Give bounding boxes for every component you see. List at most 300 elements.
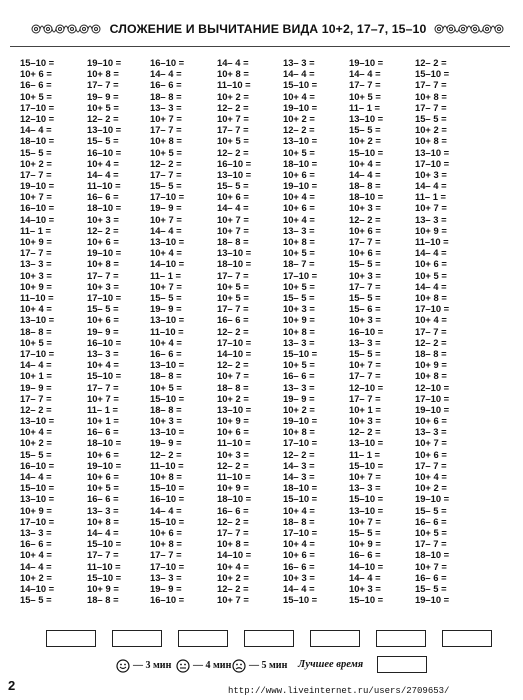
exercise-item: 10+ 7 = xyxy=(217,370,249,382)
exercise-item: 15– 6 = xyxy=(349,303,381,315)
exercise-item: 10+ 4 = xyxy=(283,538,315,550)
time-box-column-6[interactable] xyxy=(376,630,426,647)
exercise-item: 14– 4 = xyxy=(20,124,52,136)
exercise-item: 12– 2 = xyxy=(87,112,119,124)
exercise-item: 17–10 = xyxy=(415,157,450,169)
exercise-item: 13– 3 = xyxy=(349,336,381,348)
exercise-item: 17– 7 = xyxy=(349,392,381,404)
exercise-item: 19–10 = xyxy=(415,403,450,415)
exercise-item: 12– 2 = xyxy=(217,325,249,337)
page-number: 2 xyxy=(8,678,16,693)
neutral-face-icon xyxy=(176,659,190,673)
exercise-item: 10+ 8 = xyxy=(283,325,315,337)
exercise-item: 11–10 = xyxy=(150,325,184,337)
exercise-item: 10+ 2 = xyxy=(20,571,52,583)
exercise-item: 12– 2 = xyxy=(283,448,315,460)
exercise-item: 14– 4 = xyxy=(283,582,315,594)
exercise-item: 10+ 7 = xyxy=(150,280,182,292)
exercise-item: 17– 7 = xyxy=(415,325,447,337)
exercise-item: 10+ 9 = xyxy=(20,280,52,292)
exercise-item: 10+ 7 = xyxy=(20,191,52,203)
exercise-item: 18– 8 = xyxy=(150,90,182,102)
exercise-item: 10+ 1 = xyxy=(20,370,52,382)
exercise-item: 10+ 6 = xyxy=(87,236,119,248)
exercise-item: 12– 2 = xyxy=(217,582,249,594)
exercise-item: 15– 5 = xyxy=(20,146,52,158)
exercise-item: 10+ 6 = xyxy=(87,448,119,460)
exercise-item: 10+ 7 = xyxy=(217,112,249,124)
exercise-item: 11–10 = xyxy=(217,79,251,91)
exercise-item: 17– 7 = xyxy=(415,79,447,91)
exercise-item: 13– 3 = xyxy=(150,571,182,583)
exercise-item: 15– 5 = xyxy=(283,291,315,303)
exercise-item: 18– 8 = xyxy=(150,370,182,382)
exercise-item: 10+ 6 = xyxy=(217,191,249,203)
exercise-item: 10+ 5 = xyxy=(20,336,52,348)
exercise-item: 16– 6 = xyxy=(217,314,249,326)
exercise-item: 12– 2 = xyxy=(349,426,381,438)
answer-time-boxes xyxy=(0,630,523,650)
exercise-item: 14– 4 = xyxy=(283,68,315,80)
exercise-item: 17– 7 = xyxy=(150,168,182,180)
exercise-item: 10+ 9 = xyxy=(283,314,315,326)
exercise-item: 13–10 = xyxy=(20,415,55,427)
exercise-item: 10+ 7 = xyxy=(415,202,447,214)
exercise-item: 11– 1 = xyxy=(150,269,182,281)
exercise-item: 15–10 = xyxy=(349,594,384,606)
exercise-item: 16–10 = xyxy=(20,202,55,214)
exercise-item: 17–10 = xyxy=(150,560,185,572)
worksheet-title: СЛОЖЕНИЕ И ВЫЧИТАНИЕ ВИДА 10+2, 17–7, 15–10 xyxy=(109,22,427,36)
exercise-item: 16– 6 = xyxy=(150,79,182,91)
exercise-item: 10+ 5 = xyxy=(283,359,315,371)
exercise-item: 11– 1 = xyxy=(349,101,381,113)
exercise-item: 17– 7 = xyxy=(20,247,52,259)
exercise-item: 13–10 = xyxy=(349,504,384,516)
exercise-item: 16–10 = xyxy=(150,57,185,68)
exercise-item: 10+ 7 = xyxy=(150,112,182,124)
exercise-item: 13–10 = xyxy=(415,146,450,158)
exercise-item: 15–10 = xyxy=(349,146,384,158)
exercise-item: 16– 6 = xyxy=(349,549,381,561)
exercise-item: 14– 4 = xyxy=(217,57,249,68)
exercise-item: 13–10 = xyxy=(150,314,185,326)
exercise-item: 15–10 = xyxy=(87,538,122,550)
exercise-item: 10+ 9 = xyxy=(349,538,381,550)
exercise-item: 10+ 6 = xyxy=(217,426,249,438)
exercise-item: 16–10 = xyxy=(87,336,122,348)
exercise-item: 10+ 4 = xyxy=(349,157,381,169)
exercise-item: 12– 2 = xyxy=(349,213,381,225)
exercise-item: 13–10 = xyxy=(150,236,185,248)
time-box-column-4[interactable] xyxy=(244,630,294,647)
exercise-item: 18–10 = xyxy=(20,135,55,147)
exercise-item: 10+ 7 = xyxy=(217,224,249,236)
exercise-item: 16– 6 = xyxy=(283,370,315,382)
exercise-item: 17–10 = xyxy=(20,347,55,359)
exercise-item: 12–10 = xyxy=(20,112,55,124)
exercise-item: 10+ 8 = xyxy=(150,538,182,550)
exercise-item: 10+ 5 = xyxy=(415,269,447,281)
exercise-item: 11– 1 = xyxy=(349,448,381,460)
exercise-item: 12– 2 = xyxy=(217,101,249,113)
exercise-item: 15– 5 = xyxy=(20,594,52,606)
exercise-item: 19– 9 = xyxy=(87,90,119,102)
smile-face-icon xyxy=(116,659,130,673)
exercise-item: 15– 5 = xyxy=(415,112,447,124)
exercise-item: 10+ 8 = xyxy=(283,236,315,248)
exercise-item: 14– 4 = xyxy=(349,68,381,80)
exercise-item: 10+ 9 = xyxy=(20,236,52,248)
exercise-item: 17– 7 = xyxy=(415,459,447,471)
exercise-item: 14– 4 = xyxy=(87,168,119,180)
time-box-column-2[interactable] xyxy=(112,630,162,647)
exercise-item: 10+ 3 = xyxy=(283,303,315,315)
exercise-item: 13–10 = xyxy=(217,168,252,180)
exercise-item: 15–10 = xyxy=(349,459,384,471)
exercise-item: 12– 2 = xyxy=(217,459,249,471)
exercise-item: 16– 6 = xyxy=(283,560,315,572)
exercise-item: 10+ 6 = xyxy=(415,258,447,270)
exercise-item: 18– 8 = xyxy=(87,594,119,606)
exercise-item: 10+ 3 = xyxy=(415,168,447,180)
exercise-item: 16– 6 = xyxy=(150,347,182,359)
exercise-item: 12– 2 = xyxy=(20,403,52,415)
exercise-item: 19– 9 = xyxy=(87,325,119,337)
exercise-item: 10+ 6 = xyxy=(87,471,119,483)
exercise-item: 10+ 4 = xyxy=(283,504,315,516)
exercise-item: 13– 3 = xyxy=(283,57,315,68)
exercise-item: 10+ 6 = xyxy=(283,168,315,180)
exercise-item: 19– 9 = xyxy=(20,381,52,393)
timing-legend xyxy=(0,656,523,680)
exercise-item: 10+ 3 = xyxy=(349,202,381,214)
exercise-item: 11–10 = xyxy=(87,180,121,192)
exercise-item: 16–10 = xyxy=(150,594,185,606)
exercise-item: 10+ 1 = xyxy=(349,403,381,415)
exercise-item: 10+ 4 = xyxy=(150,247,182,259)
exercise-item: 10+ 2 = xyxy=(217,90,249,102)
exercise-item: 14– 4 = xyxy=(20,471,52,483)
exercise-item: 14– 3 = xyxy=(283,471,315,483)
exercise-item: 10+ 7 = xyxy=(349,515,381,527)
exercise-item: 17– 7 = xyxy=(87,381,119,393)
exercise-item: 14– 4 = xyxy=(20,359,52,371)
exercise-item: 10+ 4 = xyxy=(87,359,119,371)
exercise-item: 10+ 5 = xyxy=(283,146,315,158)
exercise-item: 16– 6 = xyxy=(87,191,119,203)
time-box-column-5[interactable] xyxy=(310,630,360,647)
exercise-item: 18– 8 = xyxy=(283,515,315,527)
exercise-item: 13–10 = xyxy=(349,437,384,449)
exercise-item: 13– 3 = xyxy=(150,101,182,113)
exercise-item: 10+ 9 = xyxy=(217,415,249,427)
exercise-item: 10+ 4 = xyxy=(283,90,315,102)
best-time-label: Лучшее время xyxy=(298,659,364,670)
exercise-item: 12– 2 = xyxy=(217,359,249,371)
exercise-item: 15–10 = xyxy=(20,482,55,494)
exercise-item: 10+ 3 = xyxy=(217,448,249,460)
exercise-item: 16– 6 = xyxy=(415,571,447,583)
exercise-item: 10+ 8 = xyxy=(415,291,447,303)
exercise-item: 17– 7 = xyxy=(20,168,52,180)
exercise-item: 17– 7 = xyxy=(217,526,249,538)
exercise-item: 10+ 6 = xyxy=(283,202,315,214)
exercise-item: 18–10 = xyxy=(87,202,122,214)
exercise-item: 15– 5 = xyxy=(349,291,381,303)
exercise-item: 10+ 8 = xyxy=(415,90,447,102)
exercise-item: 11–10 = xyxy=(87,560,121,572)
exercise-item: 10+ 4 = xyxy=(150,336,182,348)
time-box-column-3[interactable] xyxy=(178,630,228,647)
exercise-item: 19– 9 = xyxy=(150,303,182,315)
exercise-item: 14– 4 = xyxy=(150,504,182,516)
exercise-item: 10+ 9 = xyxy=(415,224,447,236)
exercise-item: 15– 5 = xyxy=(415,504,447,516)
exercise-item: 12–10 = xyxy=(349,381,384,393)
exercise-item: 10+ 5 = xyxy=(283,247,315,259)
exercise-item: 10+ 5 = xyxy=(217,135,249,147)
exercise-item: 13–10 = xyxy=(20,493,55,505)
exercise-item: 17– 7 = xyxy=(150,124,182,136)
exercise-item: 18–10 = xyxy=(349,191,384,203)
exercise-item: 15–10 = xyxy=(150,515,185,527)
exercise-item: 10+ 7 = xyxy=(349,359,381,371)
exercise-item: 16– 6 = xyxy=(87,426,119,438)
exercise-item: 10+ 8 = xyxy=(415,135,447,147)
exercise-item: 14– 4 = xyxy=(415,280,447,292)
best-time-box[interactable] xyxy=(377,656,427,673)
exercise-item: 16–10 = xyxy=(349,325,384,337)
exercise-item: 15– 5 = xyxy=(415,582,447,594)
exercise-item: 10+ 4 = xyxy=(415,471,447,483)
exercise-item: 10+ 4 = xyxy=(415,314,447,326)
exercise-item: 10+ 7 = xyxy=(217,213,249,225)
exercise-item: 10+ 5 = xyxy=(415,526,447,538)
time-box-column-1[interactable] xyxy=(46,630,96,647)
exercise-item: 10+ 4 = xyxy=(20,549,52,561)
exercise-item: 14– 4 = xyxy=(415,180,447,192)
exercise-item: 14–10 = xyxy=(217,549,252,561)
exercise-item: 18– 7 = xyxy=(283,258,315,270)
exercise-item: 18–10 = xyxy=(283,157,318,169)
exercise-item: 12– 2 = xyxy=(283,124,315,136)
exercise-item: 11– 1 = xyxy=(415,191,447,203)
exercise-item: 10+ 2 = xyxy=(20,157,52,169)
exercise-item: 15– 5 = xyxy=(217,180,249,192)
exercise-item: 15–10 = xyxy=(283,493,318,505)
exercise-item: 14– 4 = xyxy=(217,202,249,214)
exercise-item: 13– 3 = xyxy=(283,336,315,348)
exercise-item: 17–10 = xyxy=(20,515,55,527)
exercise-item: 13– 3 = xyxy=(20,526,52,538)
exercise-item: 10+ 8 = xyxy=(217,68,249,80)
exercise-item: 15–10 = xyxy=(349,493,384,505)
exercise-item: 14– 4 = xyxy=(150,224,182,236)
exercise-item: 10+ 7 = xyxy=(415,560,447,572)
exercise-item: 17–10 = xyxy=(283,269,318,281)
exercise-item: 17–10 = xyxy=(20,101,55,113)
exercise-item: 17– 7 = xyxy=(349,236,381,248)
exercise-item: 18– 8 = xyxy=(217,236,249,248)
exercise-item: 19– 9 = xyxy=(150,437,182,449)
exercise-item: 13–10 = xyxy=(87,124,122,136)
exercise-item: 12– 2 = xyxy=(217,515,249,527)
legend-time-3: — 5 мин xyxy=(249,660,288,671)
exercise-item: 10+ 8 = xyxy=(415,370,447,382)
exercise-item: 17–10 = xyxy=(283,437,318,449)
exercise-item: 19– 9 = xyxy=(150,202,182,214)
exercise-item: 15–10 = xyxy=(87,571,122,583)
exercise-item: 10+ 6 = xyxy=(20,68,52,80)
exercise-item: 13– 3 = xyxy=(349,482,381,494)
exercise-item: 15– 5 = xyxy=(87,135,119,147)
exercise-item: 16–10 = xyxy=(150,493,185,505)
exercise-item: 18–10 = xyxy=(283,482,318,494)
exercise-item: 19–10 = xyxy=(87,459,122,471)
exercise-item: 14– 4 = xyxy=(349,168,381,180)
exercise-item: 10+ 2 = xyxy=(283,403,315,415)
exercise-item: 19–10 = xyxy=(283,101,318,113)
time-box-column-7[interactable] xyxy=(442,630,492,647)
exercise-item: 13– 3 = xyxy=(87,347,119,359)
exercise-item: 15–10 = xyxy=(283,347,318,359)
exercise-item: 16–10 = xyxy=(87,146,122,158)
exercise-item: 13–10 = xyxy=(217,403,252,415)
exercise-item: 10+ 3 = xyxy=(87,280,119,292)
exercise-item: 13–10 = xyxy=(150,426,185,438)
exercise-item: 10+ 5 = xyxy=(283,280,315,292)
exercise-item: 17– 7 = xyxy=(415,538,447,550)
exercise-item: 10+ 5 = xyxy=(217,291,249,303)
exercise-item: 12– 2 = xyxy=(150,157,182,169)
exercise-item: 17–10 = xyxy=(415,392,450,404)
exercise-item: 13– 3 = xyxy=(283,381,315,393)
exercise-item: 15– 5 = xyxy=(349,258,381,270)
exercise-item: 13–10 = xyxy=(349,112,384,124)
exercise-item: 11–10 = xyxy=(20,291,54,303)
exercise-item: 10+ 5 = xyxy=(150,146,182,158)
exercise-item: 10+ 1 = xyxy=(87,415,119,427)
exercise-item: 15–10 = xyxy=(283,79,318,91)
exercise-item: 14– 4 = xyxy=(349,571,381,583)
exercise-item: 13–10 = xyxy=(283,135,318,147)
exercise-item: 10+ 8 = xyxy=(150,471,182,483)
exercise-item: 10+ 7 = xyxy=(415,437,447,449)
exercise-item: 12– 2 = xyxy=(217,146,249,158)
exercise-item: 14– 4 = xyxy=(415,247,447,259)
exercise-item: 14– 4 = xyxy=(150,68,182,80)
exercise-item: 10+ 3 = xyxy=(283,571,315,583)
exercise-item: 17– 7 = xyxy=(20,392,52,404)
exercise-item: 10+ 6 = xyxy=(415,448,447,460)
exercise-item: 14–10 = xyxy=(349,560,384,572)
exercise-item: 14–10 = xyxy=(217,347,252,359)
exercise-item: 10+ 4 = xyxy=(20,426,52,438)
exercise-item: 19–10 = xyxy=(87,57,122,68)
exercise-item: 11– 1 = xyxy=(20,224,52,236)
exercise-item: 10+ 4 = xyxy=(87,157,119,169)
exercise-item: 17– 7 = xyxy=(349,370,381,382)
exercise-item: 10+ 7 = xyxy=(217,594,249,606)
exercise-item: 18– 8 = xyxy=(20,325,52,337)
exercise-item: 15– 5 = xyxy=(20,448,52,460)
exercise-item: 15– 5 = xyxy=(349,124,381,136)
exercise-item: 16–10 = xyxy=(217,157,252,169)
exercise-item: 16–10 = xyxy=(20,459,55,471)
exercise-item: 13– 3 = xyxy=(20,258,52,270)
exercise-item: 11–10 = xyxy=(217,471,251,483)
exercise-item: 10+ 8 = xyxy=(87,515,119,527)
exercise-item: 17– 7 = xyxy=(217,269,249,281)
exercise-item: 19–10 = xyxy=(349,57,384,68)
exercise-item: 13– 3 = xyxy=(415,426,447,438)
exercise-item: 11–10 = xyxy=(415,236,449,248)
exercise-item: 12– 2 = xyxy=(87,224,119,236)
exercise-item: 17– 7 = xyxy=(217,303,249,315)
exercise-item: 17– 7 = xyxy=(150,549,182,561)
exercise-item: 10+ 5 = xyxy=(349,90,381,102)
exercise-item: 14–10 = xyxy=(150,258,185,270)
exercise-item: 19–10 = xyxy=(87,247,122,259)
exercise-item: 17– 7 = xyxy=(349,79,381,91)
sad-face-icon xyxy=(232,659,246,673)
exercise-item: 10+ 5 = xyxy=(87,482,119,494)
exercise-item: 17– 7 = xyxy=(87,79,119,91)
exercise-item: 10+ 8 = xyxy=(217,538,249,550)
exercise-item: 10+ 2 = xyxy=(415,124,447,136)
exercise-item: 10+ 5 = xyxy=(20,90,52,102)
exercise-item: 17–10 = xyxy=(415,303,450,315)
exercise-item: 11–10 = xyxy=(217,437,251,449)
exercise-item: 14–10 = xyxy=(20,582,55,594)
exercise-item: 10+ 4 = xyxy=(217,560,249,572)
legend-time-2: — 4 мин xyxy=(193,660,232,671)
exercise-item: 10+ 5 = xyxy=(217,280,249,292)
exercise-item: 10+ 3 = xyxy=(349,269,381,281)
exercise-item: 11– 1 = xyxy=(87,403,119,415)
exercise-item: 19–10 = xyxy=(283,180,318,192)
exercise-item: 10+ 6 = xyxy=(349,247,381,259)
exercise-item: 10+ 2 = xyxy=(20,437,52,449)
exercise-item: 10+ 6 = xyxy=(87,314,119,326)
exercise-item: 10+ 4 = xyxy=(283,191,315,203)
exercise-item: 16– 6 = xyxy=(415,515,447,527)
exercise-item: 15–10 = xyxy=(415,68,450,80)
exercise-item: 16– 6 = xyxy=(217,504,249,516)
exercise-item: 15–10 = xyxy=(150,392,185,404)
exercise-item: 14– 4 = xyxy=(87,526,119,538)
exercise-item: 10+ 3 = xyxy=(349,415,381,427)
exercise-item: 15–10 = xyxy=(150,482,185,494)
exercise-item: 12– 2 = xyxy=(150,448,182,460)
exercise-item: 15– 5 = xyxy=(150,291,182,303)
exercise-item: 18– 8 = xyxy=(150,403,182,415)
exercise-item: 10+ 9 = xyxy=(20,504,52,516)
exercise-item: 10+ 6 = xyxy=(283,549,315,561)
exercise-item: 10+ 6 = xyxy=(349,224,381,236)
exercise-item: 10+ 7 = xyxy=(150,213,182,225)
exercise-item: 19– 9 = xyxy=(150,582,182,594)
exercise-item: 16– 6 = xyxy=(87,493,119,505)
exercise-item: 13– 3 = xyxy=(415,213,447,225)
exercise-item: 10+ 2 = xyxy=(349,135,381,147)
exercise-item: 10+ 6 = xyxy=(150,526,182,538)
exercise-item: 18–10 = xyxy=(217,258,252,270)
exercise-item: 10+ 4 = xyxy=(20,303,52,315)
exercise-item: 14–10 = xyxy=(20,213,55,225)
exercise-item: 10+ 3 = xyxy=(87,213,119,225)
